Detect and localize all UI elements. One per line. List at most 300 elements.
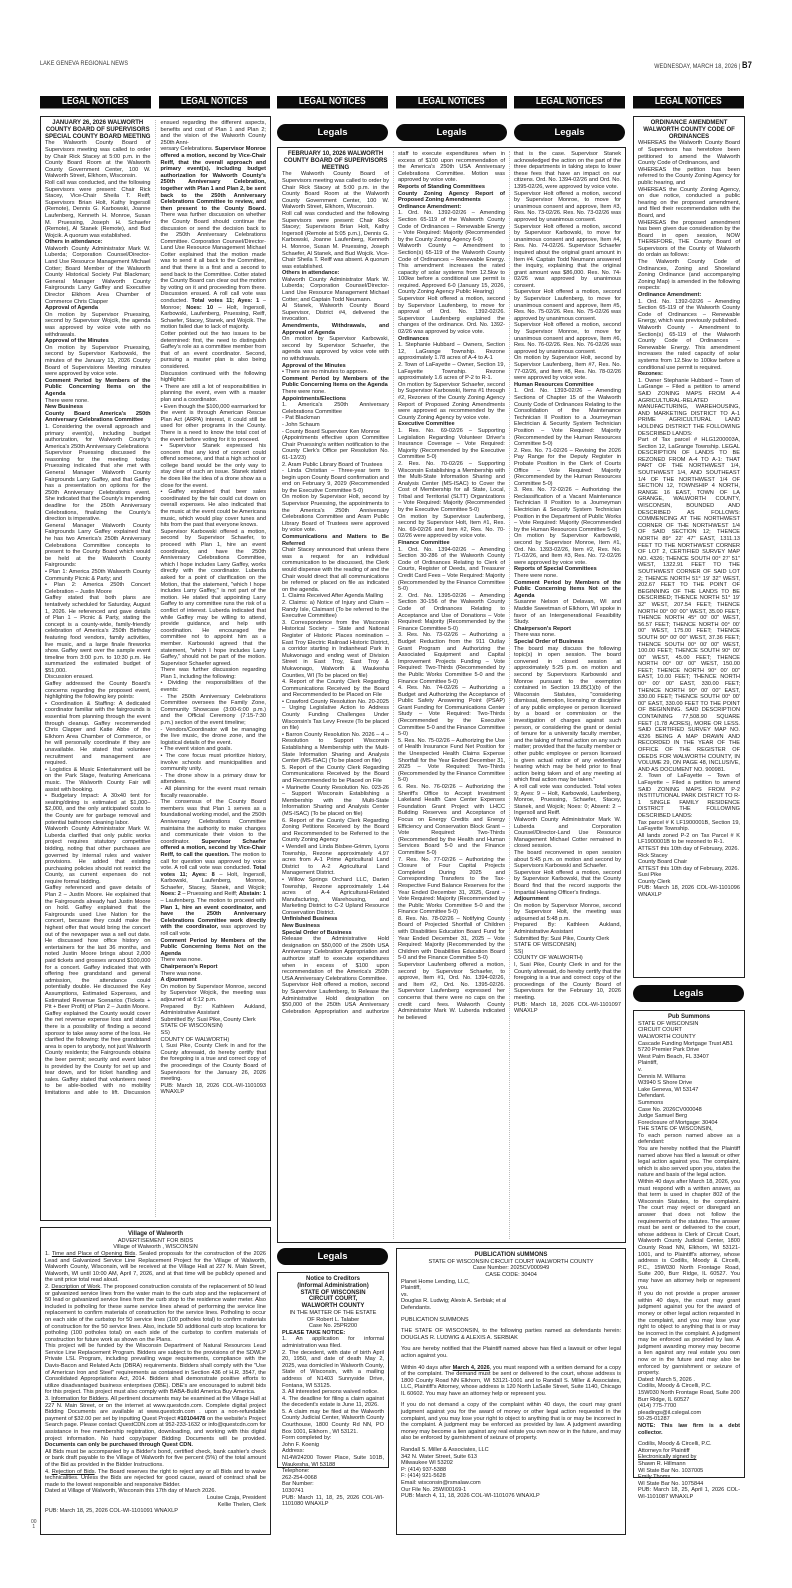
notice-paragraph: Attorneys for Plaintiff [638, 1447, 690, 1454]
text-segment: Noes: 2 [160, 891, 181, 898]
notice-paragraph: I, Susi Pike, County Clerk in and for the County aforesaid, do hereby certify that the foregoing is a true and correct copy of the proceedings of the County Board of Supervisors for the January 26, 2026 meeting. [160, 1043, 266, 1083]
text-segment: Supervisor Monroe offered a motion, second by Vice-Chair Reiff, that the overall approach and primary event(s), including budget authorization for Walworth County's 250th Anniversary Celebration, together with Plan 1 and Plan 2, be sent back to the 250th Anniversary Celebrations Committee to review, and then present to the County Board. [160, 146, 266, 212]
notice-paragraph: • There are no minutes to approve. [282, 369, 369, 376]
notice-paragraph: pleadings@il.cslegal.com [638, 1409, 702, 1416]
notice-heading: Ordinance Amendment: [398, 203, 462, 210]
notice-paragraph: - County Board Supervisor Ken Monroe [282, 428, 380, 435]
notice-paragraph: Shawn R. Hillmann [638, 1460, 686, 1467]
text-segment: The motion to call for question was approved by voice vote. A roll call vote was conducted. [160, 851, 267, 872]
notice-paragraph: Douglas R. Ludwig; Alexis A. Serbiak; et al [401, 1298, 507, 1305]
text-segment: – Pruessing and Reiff; [180, 891, 239, 898]
notice-paragraph: Supervisor Holt offered a motion, second by Supervisor Laufenberg, to move for approval of Ord. No. 1392-02/26. Supervisor Laufenberg explained the changes of the ordinance. Ord. No. 1392-02/26 was approved by voice vote. [398, 296, 505, 336]
text-segment: Time and Place of Opening Bids [51, 1250, 136, 1257]
notice-paragraph: 15W030 North Frontage Road, Suite 200 [638, 1390, 740, 1397]
text-segment: , you must respond with a written demand for a copy of the complaint. The demand must be sent or delivered to the court, whose address is 1800 County Road NN Elkhorn, WI 53121-1001 and to Randall S. Miller & Associates, LLC, Plaintiff's Attorney, whose address is 120 North LaSalle Street, Suite 1140, Chicago IL 60602. You may have an attorney help or represent you. [401, 1364, 621, 1397]
notice-paragraph: On motion by Supervisor Monroe, second by Supervisor Wojcik, the meeting was adjourned at 6:12 p.m. [160, 983, 266, 1003]
notice-title: Notice to Creditors [305, 1276, 360, 1282]
notice-subtitle: STATE OF WISCONSIN CIRCUIT COURT WALWORTH COUNTY [428, 1258, 594, 1265]
notice-paragraph: The board reconvened in open session about 5:45 p.m. on motion and second by Supervisors Karbowski and Schaefer. [514, 849, 621, 870]
text-segment: The consensus of the County Board members was that Plan 1 serves as a foundational working model, and the 250th Anniversary Celebrations Committee maintains the authority to make changes and communicate their vision to the coordinator. [160, 799, 266, 845]
notice-paragraph: County Board Chair [638, 859, 688, 866]
notice-subtitle: IN THE MATTER OF THE ESTATE [289, 1309, 377, 1316]
notice-paragraph: PUBLICATION SUMMONS [401, 1316, 469, 1323]
notice-subtitle: Case No. 25PR200 [308, 1323, 358, 1330]
notice-paragraph: Form completed by: [282, 1435, 332, 1442]
notice-paragraph: THE STATE OF WISCONSIN, to the following parties named as defendants herein: DOUGLAS R. LUDWIG & ALEXIS A. SERBIAK [401, 1328, 621, 1341]
notice-paragraph [45, 1284, 266, 1343]
notice-paragraph: Codilis, Moody & Circelli, P.C. [638, 1441, 712, 1448]
notice-paragraph: 7. Res. No. 77-02/26 – Authorizing the Closure of Four Capital Projects Completed During 2025 and Corresponding Transfers to the Tax-Respective Fund Balance Reserves for the Year Ended December 31, 2025, Grant – Vote Required: Majority (Recommended by the Public Works Committee 5-0 and the Finance Committee 5-0) [398, 856, 505, 916]
notice-paragraph: Release the Administrative Hold designation on $50,000 of the 250th USA Anniversary Celebration Appropriation and authorize staff to execute expenditures when in excess of $100 upon recommendation of the America's 250th USA Anniversary Celebrations Committee. [282, 936, 389, 982]
notice-paragraph: WI State Bar No. 1075844 [638, 1480, 704, 1487]
notice-paragraph: F: (414) 921-5628 [401, 1473, 446, 1480]
notice-paragraph: PUB: March 18, 25, April 1, 2026 COL-WI-1101087 WNAXLP [638, 1487, 740, 1500]
notice-paragraph [45, 1469, 266, 1489]
notice-paragraph: 50-25-01287 [638, 1416, 670, 1423]
legals-label: Legals [277, 1248, 388, 1265]
text-segment: – Holt, Ingersoll, Karbowski, Laufenberg, Pruessing, Reiff, Schaefer, Stacey, Stanek, and Wojcik. The motion failed due to lack of majority. [160, 304, 266, 331]
notice-paragraph: 3. Res. No. 73-02/26 – Authorizing a Budget Reduction from the 911 Outlay Grant Program and Authorizing the Associated Equipment and Capital Improvement Projects Funding – Vote Required: Two-Thirds (Recommended by the Public Works Committee 5-0 and the Finance Committee 5-0) [398, 632, 505, 685]
notice-paragraph: Prepared By: Kathleen Aukland, Administrative Assistant [514, 922, 621, 936]
signature-line: Louise Czaja, President [206, 1494, 266, 1501]
notice-heading: Reports of Standing Committees [398, 183, 486, 190]
notice-heading: New Business [45, 404, 83, 411]
notice-paragraph: Roll call was conducted, and the following Supervisors were present: Chair Rick Stacey, Vice-Chair Sheila T. Reiff; Supervisors Brian Holt, Kathy Ingersoll (Remote), Dennis G. Karbowski, Joanne Laufenberg, Kenneth H. Monroe, Susan M. Pruessing, Joseph H. Schaefer (Remote), Al Stanek (Remote), and Bud Wojcik. A quorum was established. [45, 179, 151, 239]
notice-paragraph: vs. [401, 1291, 409, 1298]
notice-paragraph: 2. Town of LaFayette – Town of LaFayette – Filed a petition to amend SAID ZONING MAPS FROM P-2 INSTITUTIONAL PARK DISTRICT TO R-1 SINGLE FAMILY RESIDENCE DISTRICT THE FOLLOWING DESCRIBED LANDS: [638, 773, 740, 819]
text-segment: – Monroe; [160, 298, 266, 311]
notice-paragraph: N14W24200 Tower Place, Suite 101B, Waukesha, WI 53188 [282, 1455, 384, 1468]
notice-paragraph: - Linda Christian – Three-year term to begin upon County Board confirmation and end on February 9, 2029 (Recommended by the Executive Committee 5-0) [282, 468, 389, 494]
notice-paragraph: Milwaukee WI 53202 [401, 1460, 453, 1467]
notice-paragraph: 1. Claims Received After Agenda Mailing [282, 593, 384, 600]
notice-paragraph: 4. Res. No. 74-02/26 – Authorizing a Budget and Authorizing the Acceptance of Public Safety Answering Point (PSAP) Grant Funding for Communications Center Study – Vote Required: Two-Thirds (Recommended by the Executive Committee 5-0 and the Finance Committee 5-0) [398, 685, 505, 738]
notice-paragraph: The board may discuss the following topic(s) in open session. The board convened in closed session at approximately 5:25 p.m. on motion and second by Supervisors Karbowski and Monroe pursuant to the exemption contained in Section 19.85(1)(b) of the Wisconsin Statutes, "considering dismissal, demotion, licensing or discipline of any public employee or person licensed by a board or commission or the investigation of charges against such person, or considering the grant or denial of tenure for a university faculty member, and the taking of formal action on any such matter; provided that the faculty member or other public employee or person licensed is given actual notice of any evidentiary hearing which may be held prior to final action being taken and of any meeting at which final action may be taken." [514, 645, 621, 784]
notice-paragraph: • The event vision and goals. [160, 746, 233, 753]
notice-paragraph: Al Stanek, Walworth County Board Supervisor, District #4, delivered the invocation. [282, 303, 389, 323]
notice-paragraph: All Bids must be accompanied by a Bidder's bond, certified check, bank cashier's check or bank draft payable to the Village of Walworth for five percent (5%) of the total amount of the Bid as provided in the Bidder Instructions. [45, 1448, 266, 1468]
notice-paragraph: Supervisor Holt offered a motion, second by Supervisor Monroe, to move for unanimous consent and approve, Item #3, Res. No. 73-02/26. Res. No. 73-02/26 was approved by unanimous consent. [514, 190, 621, 223]
notice-paragraph: Case No. 2026CV000048 [638, 1106, 702, 1113]
notice-paragraph: SS) [514, 948, 524, 955]
notice-heading: County Board America's 250th Anniversary Celebrations Committee [45, 410, 151, 424]
notice-paragraph: 6. Report of the County Clerk Regarding Zoning Petitions Received by the Board and Recommended to be Referred to the County Zoning Agency [282, 817, 389, 844]
notice-paragraph: 1030741 [282, 1488, 304, 1495]
notice-paragraph: Discussion ensued. [45, 674, 94, 681]
notice-paragraph: Summons [638, 1099, 664, 1106]
notice-paragraph: 2. Claims: a) Notice of Injury and Claim – Randy Isle, Claimant (To be referred to the Executive Committee) [282, 599, 389, 620]
notice-title: PUBLICATION sUMMONS [474, 1252, 548, 1258]
section-header-legal-notices: LEGAL NOTICES [40, 96, 151, 108]
notice-paragraph: ATTEST this 10th day of February, 2026. [638, 865, 740, 872]
notice-paragraph: Supervisor Holt offered a motion, second by Supervisor Karbowski, to move for unanimous consent and approve, Item #4, Res. No. 74-02/26. Supervisor Schaefer inquired about the original grant amount in Item #4. Captain Todd Neumann answered the inquiry, explaining that the original grant amount was $86,000. Res. No. 74-02/26 was approved by unanimous consent. [514, 223, 621, 289]
text-segment: . The proposed construction consists of the replacement of 50 lead or galvanized service lines from the water main to the curb stop and the replacement of 50 lead or galvanized service lines from the curb stop to the residence water meter. Also included is potholing for these same service lines ahead of performing the service line replacement to confirm materials of construction for the service lines. Potholing to occur on each side of the curbstop for 50 service lines (100 potholes total) to confirm materials of construction for the 50 service lines. Also, include 50 additional curb stop locations for potholing (100 potholes total) on each side of the curbstop to confirm materials of construction for future work as shown on the Plans. [45, 1283, 267, 1343]
notice-paragraph: To each person named above as a defendant: [638, 1132, 740, 1146]
notice-heading: Chairperson's Report [514, 625, 571, 632]
notice-paragraph: 4. The deadline for filing a claim against the decedent's estate is June 11, 2026. [282, 1395, 384, 1409]
section-header-legal-notices: LEGAL NOTICES [514, 96, 625, 108]
section-header-legal-notices: LEGAL NOTICES [159, 96, 270, 108]
notice-paragraph: COUNTY OF WALWORTH) [514, 955, 583, 962]
notice-paragraph: Gaffey referenced and gave details of Plan 2 – Justin Moore. He explained that the Fairgrounds already had Justin Moore on hold. Gaffey explained that the Fairgrounds used Live Nation for the concert, because they could make the highest offer that would bring the concert out of the newspaper was a sell out date. He discussed how office history on entertainers for the last 36 months, and noted Justin Moore brings about 2,000 paid tickets and grosses around $100,000 for a concert. Gaffey indicated that with offering free grandstand and general admission, the attendance could potentially double. He discussed the Key Assumptions, Estimated Expenses, and Estimated Revenue Scenarios (Tickets + Pit + Beer Profit) of Plan 2 – Justin Moore. [45, 885, 151, 1011]
notice-paragraph: 1. Ord. No. 1393-02/26 – Amending Sections of Chapter 15 of the Walworth County Code of Ordinances Relating to the Consolidation of the Maintenance Technician II Position to a Journeyman Electrician & Security System Technician Position – Vote Required: Majority (Recommended by the Human Resources Committee 5-0) [514, 388, 621, 448]
notice-paragraph: PUB: March 11, 18, 25, 2026 COL-WI-1101080 WNAXLP [282, 1494, 384, 1508]
notice-paragraph: PUB: March 4, 11, 18, 2026 COL-WI-1101076 WNAXLP [401, 1493, 540, 1500]
notice-paragraph: ATTEST this 10th day of February, 2026. [638, 845, 740, 852]
notice-paragraph: 1. Considering the overall approach and primary event(s), including budget authorization, for Walworth County's America's 250th Anniversary Celebrations [45, 423, 151, 450]
notice-to-creditors [277, 1272, 389, 1508]
notice-paragraph: v. [638, 1066, 642, 1073]
notice-paragraph: Email: wisconsin@rsmalaw.com [401, 1480, 481, 1487]
notice-heading: Approval of Agenda [45, 305, 98, 312]
notice-paragraph: Dated at Village of Walworth, Wisconsin this 17th day of March 2026. [45, 1488, 217, 1495]
legals-label: Legals [396, 124, 507, 141]
notice-paragraph: There were none. [45, 397, 89, 404]
notice-paragraph: PUB: March 18, 2026 COL-WI-1101093 WNAXLP [160, 1082, 266, 1096]
notice-paragraph: General Manager Walworth County Fairgrounds Larry Gaffey explained that he has two America's 250th Anniversary Celebrations Committee concepts to present to the County Board which would be held at the Walworth County Fairgrounds: [45, 522, 151, 569]
notice-paragraph: Codilis, Moody & Circelli, P.C. [638, 1383, 712, 1390]
notice-paragraph: • Plan 2: America 250th Concert Celebration – Justin Moore [45, 582, 151, 595]
notice-paragraph: - All planning for the event must remain fiscally reasonable. [160, 785, 266, 799]
notice-paragraph [45, 1396, 266, 1449]
notice-paragraph: • Gaffey explained that beer sales coordinated by the fair could cut down on overall expenses. He also indicated that the music at the event could be Americana music, which would play cover tunes and hits from the past that everyone knows. [160, 489, 266, 529]
notice-paragraph: Rick Stacey [638, 852, 668, 859]
notice-paragraph: - The 250th Anniversary Celebrations Committee oversees the Family Zone, Community Showcase (3:00-6:00 p.m.) and the Official Ceremony (7:15-7:30 p.m.) section of the event timeline; [160, 693, 266, 727]
notice-paragraph: Tax parcel # K LF1900001B, Section 19, LaFayette Township. [638, 819, 740, 833]
notice-paragraph: 2. Res. No. 70-02/26 – Supporting Wisconsin Establishing a Membership with the Multi-State Information Sharing and Analysis Center (MS-ISAC) to Cover the Cost of Membership for all State, Local, Tribal and Territorial (SLTT) Organizations – Vote Required: Majority (Recommended by the Executive Committee 5-0) [398, 460, 505, 514]
masthead-date: WEDNESDAY, MARCH 18, 2026 [654, 63, 738, 70]
text-segment: Within 40 days after [401, 1364, 453, 1371]
notice-paragraph: 1. Owner Stephanie Hubbard – Town of LaGrange – Filed a petition to amend SAID ZONING MAPS FROM A-4 AGRICULTURAL-RELATED MANUFACTURING, WAREHOUSING, AND MARKETING DISTRICT TO A-1 PRIME AGRICULTURAL LAND HOLDING DISTRICT THE FOLLOWING DESCRIBED LANDS: [638, 377, 740, 437]
notice-paragraph: 3. Res. No. 72-02/26 – Authorizing the Reclassification of a Vacant Maintenance Technician II Position to a Journeyman Electrician & Security System Technician Position in the Department of Public Works – Vote Required: Majority (Recommended by the Human Resources Committee 5-0) [514, 487, 621, 533]
notice-title: ORDINANCE AMENDMENT [650, 120, 728, 126]
notice-paragraph: 5. Res. No. 75-02/26 – Authorizing the Use of Health Insurance Fund Net Position for the Unexpected Health Claims Expense Shortfall for the Year Ended December 31, 2025 – Vote Required: Two-Thirds (Recommended by the Finance Committee 5-0) [398, 737, 505, 784]
notice-heading: Unfinished Business [282, 916, 338, 923]
notice-paragraph: The Walworth County Board of Supervisors meeting was called to order by Chair Rick Stacey at 5:00 p.m. in the County Board Room at the Walworth County Government Center, 100 W. Walworth Street, Elkhorn, Wisconsin. [45, 140, 151, 180]
notice-paragraph: The Walworth County Board of Supervisors meeting was called to order by Chair Rick Stacey at 5:00 p.m. in the County Board Room at the Walworth County Government Center, 100 W. Walworth Street, Elkhorn, Wisconsin. [282, 171, 389, 211]
notice-paragraph: WHEREAS the proposed amendment has been given due consideration by the Board in open session, NOW THEREFORE, THE County Board of Supervisors of the County of Walworth do ordain as follows: [638, 219, 740, 259]
notice-paragraph: Telephone: [282, 1468, 310, 1475]
text-segment: Total votes 11; Ayes: 1 [191, 298, 260, 305]
section-header-legal-notices: LEGAL NOTICES [277, 96, 388, 108]
notice-paragraph: On motion by Supervisor Monroe, second by Supervisor Holt, the meeting was adjourned at 5:48 p.m. [514, 902, 621, 922]
notice-paragraph: Walworth County – Amendment to Section(s) 65-119 of the Walworth County Code of Ordinances – Renewable Energy. This amendment increases the rated capacity of solar systems from 12.5kw to 100kw before a conditional use permit is required. Approved 6-0 (January 15, 2026, County Zoning Agency Public Hearing) [398, 243, 505, 296]
notice-heading: Finance Committee [398, 540, 450, 547]
notice-paragraph: A roll call vote was conducted. Total votes 9; Ayes: 9 – Holt, Karbowski, Laufenberg, Monroe, Pruessing, Schaefer, Stacey, Stanek, and Wojcik; Noes: 0; Absent: 2 – Ingersoll and Reiff. [514, 784, 621, 817]
notice-heading: Reports of Special Committees [514, 566, 597, 573]
notice-heading: NOTE: This law firm is a debt collector. [638, 1423, 740, 1436]
notice-heading: Executive Committee [398, 421, 455, 428]
notice-paragraph: Within 40 days after March 18, 2026, you must respond with a written answer, as that term is used in chapter 802 of the Wisconsin Statutes, to the complaint. The court may reject or disregard an answer that does not follow the requirements of the statutes. The answer must be sent or delivered to the court, whose address is Clerk of Circuit Court, Walworth County Judicial Center, 1800 County Road NN, Elkhorn, WI 53121-1001, and to Plaintiff's attorney, whose address is Codilis, Moody & Circelli, P.C., 15W030 North Frontage Road, Suite 200, Burr Ridge, IL 60527. You may have an attorney help or represent you. [638, 1179, 740, 1291]
notice-paragraph: - Pat Blackman [282, 415, 320, 422]
text-segment: – Laufenberg. The motion to proceed with [160, 898, 266, 905]
notice-paragraph: • Even though the $100,000 earmarked for the event is through American Rescue Plan Act (ARPA) interest, it could still be used for other programs in the County. There is a need to know the total cost of the event before voting for it to proceed. [160, 403, 267, 443]
notice-paragraph: On motion by Supervisor Holt, second by Supervisor Laufenberg, Item #7, Res. No. 77-02/26, and Item #8, Res. No. 78-02/26 were approved by voice vote. [514, 355, 621, 382]
notice-paragraph: WALWORTH COUNTY [638, 1033, 696, 1040]
notice-paragraph: Emily Thoms [638, 1474, 671, 1481]
notice-subtitle: Village of Walworth , WISCONSIN [113, 1244, 198, 1251]
text-segment: on the website's Project Search page. Please contact QuestCDN.com at 952-233-1632 or info@questcdn.com for assistance in free membership registration, downloading, and working with this digital project information. No hard copy/paper Bidding Documents will be provided. [45, 1415, 266, 1442]
text-segment: Rejection of Bids [51, 1468, 95, 1475]
notice-paragraph: On motion by Supervisor Karbowski, second by Supervisor Schaefer, the agenda was approved by voice vote with no withdrawals. [282, 336, 389, 363]
notice-heading: Rezones: [638, 371, 663, 378]
notice-paragraph: Foreclosure of Mortgage: 30404 [638, 1119, 718, 1126]
notice-paragraph: (414) 775-7700 [638, 1403, 677, 1410]
legals-label: Legals [277, 124, 388, 141]
notice-paragraph: • Logistics & Music Entertainment will be on the Park Stage, featuring Americana music. The Walworth County Fair will assist with booking. [45, 766, 151, 793]
notice-paragraph: Defendant. [638, 1093, 666, 1100]
notice-paragraph: • Dividing the responsibilities of the events: [160, 680, 266, 694]
notice-paragraph: On motion by Supervisor Schaefer, second by Supervisor Karbowski, Items #1 through #2, Rezones of the County Zoning Agency Report of Proposed Zoning Amendments were approved as recommended by the County Zoning Agency by voice vote. [398, 381, 505, 421]
notice-paragraph: • Barron County Resolution No. 2026 – 4 – Resolution to Support Wisconsin Establishing a Membership with the Multi-State Information Sharing and Analysis Center (MS-ISAC) (To be placed on file) [282, 731, 389, 765]
notice-title: WALWORTH COUNTY [301, 1303, 365, 1310]
notice-paragraph: STATE OF WISCONSIN) [160, 1023, 223, 1030]
notice-paragraph: 2. The decedent, with date of birth April 20, 1950, and date of death May 2, 2025, was domiciled in Walworth County, State of Wisconsin, with a mailing address of N1403 Sunnyside Drive, Fontana, WI 53125. [282, 1349, 384, 1389]
masthead-separator: | [738, 63, 741, 70]
notice-paragraph: • Budgetary Impact: A 30x40 tent for seating/dining is estimated at $1,000–$2,000, and the only anticipated costs to the County are for garbage removal and potential bathroom cleaning labor. [45, 793, 151, 826]
notice-paragraph: There was none. [160, 957, 203, 964]
text-segment: . The Board reserves the right to reject any or all Bids and to waive technicalities. Unless the Bids are rejected for good cause, award of contract shall be made to the lowest responsible and responsive Bidder. [45, 1468, 266, 1488]
text-segment: versary Celebrations. [160, 146, 215, 153]
notice-paragraph: 1. Res. No. 69-02/26 – Supporting Legislation Regarding Volunteer Driver's Insurance Coverage – Vote Required: Majority (Recommended by the Executive Committee 5-0) [398, 427, 505, 461]
notice-paragraph: 3. Correspondence from the Wisconsin Historical Society – State and National Register of Historic Places nomination – East Troy Electric Railroad Historic District, a corridor starting in Indianhead Park in Mukwonago and ending west of Division Street in East Troy, East Troy & Mukwonago, Walworth & Waukesha Counties, WI (To be placed on file) [282, 619, 389, 679]
notice-paragraph: You are hereby notified that the Plaintiff named above has filed a lawsuit or other legal action against you. [401, 1346, 621, 1359]
notice-heading: Comment Period by Members of the Public Concerning Items Not on the Agenda [160, 937, 266, 957]
notice-heading: Ordinance Amendment: [638, 292, 702, 299]
notice-paragraph: Roll call was conducted and the following Supervisors were present: Chair Rick Stacey; Supervisors Brian Holt, Kathy Ingersoll (Remote at 5:05 p.m.), Dennis G. Karbowski, Joanne Laufenberg, Kenneth H. Monroe, Susan M. Pruessing, Joseph Schaefer, Al Stanek, and Bud Wojcik. Vice-Chair Sheila T. Reiff was absent. A quorum was established. [282, 210, 389, 270]
notice-paragraph: 8. Res. No. 78-02/26 – Notifying County Board of Projected Shortfall of Children with Disabilities Education Board Fund for Year Ended December 31, 2025 – Vote Required: Majority (Recommended by the Children with Disabilities Education Board 5-0 and the Finance Committee 5-0) [398, 915, 505, 962]
text-segment: was approved by roll call vote. [160, 924, 266, 938]
notice-paragraph: 2. Town of LaFayette – Owner, Section 19, LaFayette Township. Rezone approximately 1.6 acres of P-2 to R-1. [398, 362, 505, 382]
notice-paragraph: COUNTY OF WALWORTH) [160, 1036, 230, 1043]
notice-heading: Chairperson's Report [160, 964, 218, 970]
notice-paragraph: Randall S. Miller & Associates, LLC [401, 1447, 489, 1454]
notice-paragraph: Susi Pike [638, 872, 662, 879]
text-segment: – Holt, Ingersoll, Karbowski, Laufenberg, Monroe, Schaefer, Stacey, Stanek, and Wojcik; [160, 871, 266, 891]
text-segment: There was further discussion on whether the County Board should continue the discussion or send the decision back to the 250th Anniversary Celebrations Committee. Corporation Counsel/Director-Land Use Resource Management Michael Cotter explained that the motion made was to send it all back to the Committee, and that there is a first and a second to send back to the Committee. Cotter stated the County Board can clear out the motion by voting on it and proceeding from there. Discussion ensued. A roll call vote was conducted. [160, 212, 266, 305]
notice-heading: New Business [282, 923, 320, 930]
notice-paragraph [401, 1365, 621, 1398]
notice-paragraph: John F. Koenig [282, 1441, 320, 1448]
notice-paragraph: Prepared By: Kathleen Aukland, Administrative Assistant [160, 1003, 266, 1017]
text-segment: Documents can only be purchased through Quest CDN. [45, 1442, 193, 1449]
notice-paragraph: WHEREAS the Walworth County Board of Supervisors has heretofore been petitioned to amend the Walworth County Code of Ordinances, and [638, 140, 740, 167]
notice-heading: Approval of the Minutes [45, 338, 109, 345]
notice-paragraph: Our File No. 25WI00169-1 [401, 1486, 467, 1493]
notice-paragraph: The Walworth County Code of Ordinances, Zoning and Shoreland Zoning Ordinance (and accompanying Zoning Map) is amended in the following respects: [638, 259, 740, 292]
notice-paragraph: THE STATE OF WISCONSIN, [638, 1126, 713, 1133]
notice-paragraph [161, 146, 267, 331]
notice-paragraph: Dated: March 5, 2026 . [638, 1376, 695, 1383]
notice-heading: County Zoning Agency Report of Proposed Zoning Amendments [398, 190, 505, 204]
notice-paragraph: Plaintiff, [638, 1060, 658, 1067]
section-header-legal-notices: LEGAL NOTICES [396, 96, 507, 108]
notice-subtitle: ADVERTISEMENT FOR BIDS [117, 1237, 194, 1244]
text-segment: . Sealed proposals for the construction of the 2026 Lead and Galvanized Service Line Replacement Project for the Village of Walworth, Walworth County, Wisconsin, will be received at the Village Hall at 227 N. Main Street, Walworth, WI until 10:00 AM, April 7, 2026, and at that time will be publicly opened and the unit price total read aloud. [45, 1250, 266, 1284]
notice-title: CIRCUIT COURT, [308, 1296, 358, 1303]
legals-label: Legals [633, 985, 744, 1002]
notice-paragraph: 1. Stephanie Hubbard – Owners, Section 12, LaGrange Township. Rezone approximately 1.78 acres of A-4 to A-1 [398, 342, 505, 362]
notice-subtitle: OF Robert L. Talaber [306, 1316, 360, 1323]
notice-paragraph: PUB: March 18, 25, 2026 COL-WI-1101091 WNAXLP [45, 1508, 178, 1515]
notice-heading: Comment Period by Members of the Public Concerning Items on the Agenda [282, 375, 389, 389]
notice-paragraph: Bar Number: [282, 1481, 314, 1488]
notice-paragraph: Burr Ridge, IL 60527 [638, 1396, 690, 1403]
notice-paragraph: 4. Report of the County Clerk Regarding Communications Received by the Board and Recommended to be Placed on File [282, 679, 389, 699]
notice-paragraph: WHEREAS the County Zoning Agency, on due notice, conducted a public hearing on the proposed amendment, and filed their recommendation with the Board, and [638, 186, 740, 219]
notice-paragraph: WHEREAS the petition has been referred to the County Zoning Agency for public hearing, and [638, 166, 740, 186]
notice-paragraph: • Plan 1: America 250th Walworth County Community Picnic & Party; and [45, 568, 151, 582]
notice-paragraph: Walworth County Administrator Mark W. Luberda; Corporation Counsel/Director-Land Use Resource Management Michael Cotter; and Captain Todd Neumann. [282, 276, 389, 303]
masthead-date-page [654, 60, 752, 70]
notice-paragraph: There were none. [514, 573, 558, 579]
notice-heading: Approval of the Minutes [282, 362, 346, 369]
notice-paragraph: Supervisor Holt offered a motion, second by Supervisor Laufenberg, to move for unanimous consent and approve, Item #5, Res. No. 75-02/26. Res. No. 75-02/26 was approved by unanimous consent. [514, 289, 621, 322]
notice-paragraph: 2. Res. No. 71-02/26 – Revising the 2026 Pay Range for the Deputy Register in Probate Position in the Clerk of Courts Office – Vote Required: Majority (Recommended by the Human Resources Committee 5-0) [514, 447, 621, 487]
text-segment: Information for Bidders [51, 1396, 108, 1403]
notice-paragraph: - The drone show is a primary draw for attendees. [160, 772, 266, 786]
notice-paragraph: CIRCUIT COURT [638, 1027, 682, 1034]
notice-paragraph: STATE OF WISCONSIN [638, 1020, 699, 1027]
notice-paragraph [45, 1251, 266, 1284]
text-segment: 1. [45, 1250, 52, 1257]
notice-title: FEBRUARY 10, 2026 WALWORTH COUNTY BOARD OF SUPERVISORS MEETING [283, 151, 388, 171]
notice-paragraph: 342 N. Water Street, Suite 613 [401, 1453, 477, 1460]
notice-paragraph: West Palm Beach, FL 33407 [638, 1053, 709, 1060]
notice-paragraph: WI State Bar No. 1037005 [638, 1467, 704, 1474]
notice-paragraph: 1. Ord. No. 1392-02/26 – Amending Section 65-119 of the Walworth County Code of Ordinances – Renewable Energy, which was previously published. [638, 298, 740, 325]
notice-paragraph: 1. America's 250th Anniversary Celebrations Committee [282, 402, 389, 415]
notice-paragraph: Supervisor Pruessing discussed the reasoning for the meeting today. Pruessing indicated that she met with General Manager Walworth County Fairgrounds Larry Gaffey, and that Gaffey has a presentation on options for the 250th Anniversary Celebrations event. She indicated that the County's impending deadline for the 250th Anniversary Celebrations, finalizing the County's direction is imperative. [45, 450, 151, 523]
notice-publication-summons [396, 1248, 626, 1535]
notice-paragraph: Dennis M. Williams [638, 1073, 686, 1080]
notice-heading: A djournment [160, 977, 197, 984]
notice-heading: PLEASE TAKE NOTICE: [282, 1329, 346, 1336]
notice-paragraph: SS) [160, 1029, 170, 1036]
notice-title: Village of Walworth [127, 1231, 183, 1237]
notice-title: WALWORTH COUNTY CODE OF ORDINANCES [643, 126, 735, 140]
notice-paragraph: This project will be funded by the Wisconsin Department of Natural Resources Lead Service Line Replacement Program. Bidders are subject to the provisions of the SDWLP Private LSL Program, including prevailing wage requirements, compliance with the Davis-Bacon and Related Acts (DBRA) requirements. Bidders shall comply with the "Use of American Iron and Steel" requirements as contained in Section 436 of H.R. 3547, the Consolidated Appropriations Act, 2014. Bidders shall demonstrate positive efforts to utilize disadvantaged business enterprises (DBE). DBE's are encouraged to submit bids for this project. This project must also comply with BABA-Build America Buy America. [45, 1343, 266, 1396]
notice-village-bids [40, 1227, 271, 1535]
text-segment: Abstain: 1 [238, 891, 266, 898]
notice-ordinance-amendment [633, 116, 745, 978]
notice-paragraph: • There are still a lot of responsibilities in planning the event, even with a master plan and a coordinator. [160, 383, 266, 403]
notice-paragraph: Supervisor Holt offered a motion, second by Supervisor Monroe, to move for unanimous consent and approve, Item #6, Res. No. 76-02/26. Res. No. 76-02/26 was approved by unanimous consent. [514, 322, 621, 355]
notice-paragraph: County Clerk [638, 878, 671, 885]
notice-paragraph: 3. All interested persons waived notice. [282, 1389, 379, 1396]
notice-paragraph: On motion by Supervisor Pruessing, second by Supervisor Karbowski, the minutes of the January 13, 2026 County Board of Supervisions Meeting minutes were approved by voice vote. [45, 344, 151, 378]
notice-paragraph: 2. Ord. No. 1395-02/26 – Amending Section 30-156 of the Walworth County Code of Ordinances Relating to Acceptance and Use of Donations – Vote Required: Majority (Recommended by the Finance Committee 5-0) [398, 592, 505, 632]
notice-paragraph: Plaintiff, [401, 1285, 421, 1292]
notice-paragraph: 262-254-0068 [282, 1474, 317, 1481]
notice-paragraph: Gaffey addressed the County Board's concerns regarding the proposed event, highlighting the following key points: [45, 681, 151, 701]
notice-paragraph: There was none. [160, 970, 203, 977]
notice-paragraph: Walworth County Administrator Mark W. Luberda and Corporation Counsel/Director-Land Use Resource Management Michael Cotter remained in closed session. [514, 816, 621, 850]
notice-heading: Human Resources Committee [514, 381, 594, 388]
section-header-legal-notices: LEGAL NOTICES [633, 96, 744, 108]
notice-paragraph: that is the case. Supervisor Stanek acknowledged the action on the part of the three departments in taking steps to lower these fees that have an impact on our citizens. Ord. No. 1394-02/26 and Ord. No. 1395-02/26, were approved by voice vote. [514, 151, 621, 190]
notice-heading: Ordinances [398, 335, 429, 342]
notice-paragraph: P: (414) 937-5388 [401, 1466, 447, 1473]
notice-paragraph: • Willow Springs Orchard LLC, Darien Township, Rezone approximately 1.44 acres of A-4 Agricultural-Related Manufacturing, Warehousing, and Marketing District to C-2 Upland Resource Conservation District. [282, 876, 389, 916]
notice-paragraph: 5720 Premier Park Drive [638, 1047, 700, 1054]
notice-paragraph: 5. Report of the County Clerk Regarding Communications Received by the Board and Recommended to be Placed on File [282, 764, 389, 785]
text-segment: Plan 1, hire an event coordinator, and have the 250th Anniversary Celebrations Committee work directly with the coordinator, [160, 904, 266, 931]
notice-paragraph: Planet Home Lending, LLC, [401, 1278, 470, 1285]
notice-paragraph: Judge Samuel Berg [638, 1113, 688, 1120]
notice-paragraph: • The core focus must prioritize history, involve schools and municipalities and community unity. [160, 753, 266, 773]
folio-mark: 00 1 [31, 1519, 37, 1530]
notice-paragraph: If you do not demand a copy of the complaint within 40 days, the court may grant judgment against you for the award of money or other legal action requested in the complaint, and you may lose your right to object to anything that is or may be incorrect in the complaint. A judgment may be enforced as provided by law. A judgment awarding money may become a lien against any real estate you own now or in the future, and may also be enforced by garnishment of seizure of property. [401, 1402, 621, 1442]
text-segment: Supervisor Schaefer offered a motion, second by Vice-Chair Reiff, to call the question. [160, 838, 266, 858]
notice-paragraph: Walworth County Administrator Mark W. Luberda; Corporation Counsel/Director-Land Use Resource Management Michael Cotter; Board Member of the Walworth County Historical Society Pat Blackman; General Manager Walworth County Fairgrounds Larry Gaffey and Executive Director Elkhorn Area Chamber of Commerce Chris Clapper [45, 245, 151, 305]
notice-paragraph: 1. An application for informal administration was filed. [282, 1336, 384, 1349]
text-segment: Noes: 10 [186, 304, 214, 311]
text-segment: March 4, 2026 [452, 1364, 490, 1371]
notice-paragraph: Address: [282, 1448, 305, 1455]
notice-paragraph: On motion by Supervisor Laufenberg, second by Supervisor Holt, Item #1, Res. No. 69-02/26 and Item #2, Res. No. 70-02/26 were approved by voice vote. [398, 513, 505, 540]
notice-paragraph: 6. Res. No. 76-02/26 – Authorizing the Sheriff's Office to Accept Investment Lakeland Health Care Center Expenses Foundation Grant Project with LHCC Building Reserves and Acceptance of Focus on Energy Credits and Energy Efficiency and Conservation Block Grant – Vote Required: Two-Thirds (Recommended by the Health and Human Services Board 5-0 and the Finance Committee 5-0) [398, 784, 505, 856]
text-segment: Description of Work [51, 1283, 101, 1290]
notice-title: JANUARY 26, 2026 WALWORTH COUNTY BOARD OF SUPERVISORS SPECIAL COUNTY BOARD MEETING [45, 120, 151, 140]
text-segment: #10104478 [177, 1415, 206, 1422]
notice-paragraph: Susanne Nelson of Delavan, WI and Maddie Sweetman of Elkhorn, WI spoke in favor of an Intergenerational Feasibility Study. [514, 599, 621, 626]
notice-paragraph: Chair Stacey announced that unless there was a request for an individual communication to be discussed, the Clerk would dispense with the reading of and the Chair would direct that all communications be referred or placed on file as indicated on the agenda. [282, 547, 389, 593]
notice-paragraph: PUB: March 18, 2026 COL-WI-1101096 WNAXLP [638, 885, 740, 899]
notice-pub-summons [633, 1010, 745, 1500]
notice-paragraph: • Coordination & Staffing: A dedicated coordinator familiar with the fairgrounds is essential from planning through the event through cleanup. Gaffey recommended Chris Clapper and Katie Abbe of the Elkhorn Area Chamber of Commerce, or he will personally coordinate if they are unavailable. He stated that volunteer recruitment and management are required. [45, 700, 151, 767]
notice-paragraph: Supervisor Karbowski offered a motion, second by Supervisor Schaefer, to proceed with Plan 1, hire an event coordinator, and have the 250th Anniversary Celebrations Committee, which I hope includes Larry Gaffey, works directly with the coordinator. Luberda asked for a point of clarification on the Motion, that the statement, "which I hope includes Larry Gaffey," is not part of the motion. He stated that appointing Larry Gaffey to any committee runs the risk of a conflict of interest. Luberda indicated that while Gaffey may be willing to attend, provide guidance, and help with coordination. He encouraged the committee not to appoint him as a member. Karbowski agreed that the statement, "which I hope includes Larry Gaffey," should not be part of the motion. Supervisor Schaefer agreed. [160, 528, 266, 667]
notice-paragraph: 1. Ord. No. 1392-02/26 – Amending Section 65-119 of the Walworth County Code of Ordinances – Renewable Energy – Vote Required: Majority (Recommended by the County Zoning Agency 6-0) [398, 210, 505, 243]
notice-paragraph: Submitted By: Susi Pike, County Clerk [514, 935, 610, 942]
notice-paragraph: Part of Tax parcel # HLG1200003A, Section 12, LaGrange Township. LEGAL DESCRIPTION OF LANDS TO BE REZONED FROM A-4 TO A-1: THAT PART OF THE NORTHWEST 1/4, SOUTHWEST 1/4, AND SOUTHEAST 1/4 OF THE NORTHWEST 1/4 OF SECTION 12, TOWNSHIP 4 NORTH, RANGE 16 EAST, TOWN OF LA GRANGE, WALWORTH COUNTY, WISCONSIN, BOUNDED AND DESCRIBED AS FOLLOWS: COMMENCING AT THE NORTHWEST CORNER OF THE NORTHWEST 1/4 OF SAID SECTION 12; THENCE NORTH 89° 22' 47" EAST, 1311.13 FEET TO THE NORTHWEST CORNER OF LOT 2, CERTIFIED SURVEY MAP NO. 4326; THENCE SOUTH 00° 27' 51" WEST, 1322.91 FEET TO THE SOUTHWEST CORNER OF SAID LOT 2; THENCE NORTH 51° 19' 32" WEST, 202.67 FEET TO THE POINT OF BEGINNING OF THE LANDS TO BE DESCRIBED; THENCE NORTH 51° 19' 32" WEST, 207.54 FEET; THENCE NORTH 00° 00' 00" WEST, 35.00 FEET; THENCE NORTH 45° 00' 00" WEST, 56.57 FEET; THENCE NORTH 00° 00' 00" WEST, 175.00 FEET; THENCE SOUTH 90° 00' 00" WEST, 37.36 FEET; THENCE SOUTH 00° 00' 00" WEST, 100.00 FEET; THENCE SOUTH 90° 00' 00" WEST, 45.00 FEET; THENCE NORTH 00° 00' 00" WEST, 150.00 FEET; THENCE NORTH 90° 00' 00" EAST, 10.00 FEET; THENCE NORTH 00° 00' 00" EAST, 330.00 FEET; THENCE NORTH 90° 00' 00" EAST, 330.00 FEET; THENCE SOUTH 00° 00' 00" EAST, 330.00 FEET TO THE POINT OF BEGINNING. SAID DESCRIPTION CONTAINING 77,508.90 SQUARE FEET (1.78 ACRES), MORE OR LESS. SAID CERTIFIED SURVEY MAP NO. 4326 BEING A MAP DRAWN AND RECORDED IN THE YEAR OF THE OFFICE OF THE REGISTER OF DEEDS FOR WALWORTH COUNTY, IN VOLUME 29, ON PAGE 48, INCLUSIVE, AND AS DOCUMENT NO. 900981. [638, 437, 740, 773]
notice-paragraph: Gaffey stated that both plans are tentatively scheduled for Saturday, August 1, 2026. He referenced and gave details of Plan 1 – Picnic & Party, stating the concept is a county-wide, family-friendly celebration of America's 250th Birthday featuring food vendors, family activities, live music, and a large finale fireworks show. Gaffey went over the sample event timeline from 3:00 p.m. to 10:30 p.m. He summarized the estimated budget of $51,000. [45, 595, 151, 674]
notice-paragraph: 1. Ord. No. 1394-02/26 – Amending Section 30-286 of the Walworth County Code of Ordinances Relating to Clerk of Courts, Register of Deeds, and Treasurer Credit Card Fees – Vote Required: Majority (Recommended by the Finance Committee 5-0) [398, 546, 505, 593]
notice-line: Electronically signed by [638, 1454, 697, 1461]
notice-paragraph: There was further discussion regarding Plan 1, including the following: [160, 667, 266, 680]
notice-paragraph: 5. A claim may be filed at the Walworth County Judicial Center, Walworth County Courthouse, 1800 County Rd NN, PO Box 1001, Elkhorn , WI 53121. [282, 1408, 384, 1435]
notice-paragraph: If you do not provide a proper answer within 40 days, the court may grant judgment against you for the award of money or other legal action requested in the complaint, and you may lose your right to object to anything that is or may be incorrect in the complaint. A judgment may be enforced as provided by law. A judgment awarding money may become a lien against any real estate you own now or in the future and may also be enforced by garnishment or seizure of property. [638, 1291, 740, 1377]
text-segment: 2. [45, 1283, 52, 1290]
notice-paragraph: • Supervisor Stanek expressed his concern that any kind of concert could offend someone, and that a high school or college band would be the only way to stay clear of such an issue. Stanek stated he does like the idea of a drone show as a close for the event. [160, 443, 266, 489]
notice-heading: Others in attendance: [45, 239, 103, 246]
notice-paragraph: You are hereby notified that the Plaintiff named above has filed a lawsuit or other legal action against you. The complaint, which is also served upon you, states the nature and basis of the legal action. [638, 1146, 740, 1179]
notice-paragraph: On motion by Supervisor Pruessing, second by Supervisor Wojcik, the agenda was approved by voice vote with no withdrawals. [45, 311, 151, 338]
text-segment: 3. [45, 1396, 52, 1403]
legals-label: Legals [514, 124, 625, 141]
notice-heading: Adjournment [514, 896, 549, 903]
notice-paragraph: On motion by Supervisor Karbowski, second by Supervisor Monroe, Item #1, Ord. No. 1393-02/26, Item #2, Res. No. 71-02/26, and Item #3, Res. No. 72-02/26 were approved by voice vote. [514, 533, 621, 566]
notice-paragraph: • Crawford County Resolution No. 20-2025 – Urging Legislative Action to Address County Funding Challenges Under Wisconsin's Tax Levy Freeze (To be placed on file) [282, 698, 389, 732]
notice-title: STATE OF WISCONSIN [300, 1289, 366, 1296]
notice-paragraph: - Vendors/Coordinator will be managing the live music, the drone zone, and the logistical details of the event. [160, 726, 266, 746]
notice-subtitle: Case Number: 2025CV000949 [472, 1265, 550, 1272]
notice-paragraph: PUB: March 18, 2026 COL-WI-1101097 WNAXLP [514, 1001, 621, 1015]
notice-paragraph: Supervisor Holt offered a motion, second by Supervisor Laufenberg, to Release the Administrative Hold designation on $50,000 of the 250th USA Anniversary Celebration Appropriation and authorize staff to execute expenditures when in excess of $100 upon recommendation of the America's 250th USA Anniversary Celebrations Committee. Motion was approved by voice vote. [282, 151, 505, 1015]
notice-paragraph: Defendants. [401, 1304, 432, 1311]
notice-paragraph: Cascade Funding Mortgage Trust AB1 [638, 1040, 733, 1047]
notice-paragraph: Cotter pointed out the two issues to be determined: first, the need to distinguish Gaffey's role as a committee member from that of an event coordinator. Second, pursuing a master plan is also being considered. [160, 331, 266, 370]
notice-title: (Informal Administration) [297, 1282, 369, 1289]
notice-paragraph: All lands zoned P-2 on Tax Parcel # K LF1900001B to be rezoned to R-1. [638, 832, 740, 846]
notice-paragraph: Submitted By: Susi Pike, County Clerk [160, 1016, 256, 1023]
notice-paragraph: There were none. [282, 388, 326, 395]
notice-heading: Special Order of Business [514, 638, 584, 645]
notice-paragraph [161, 799, 267, 937]
notice-title: Pub Summons [667, 1014, 710, 1020]
notice-paragraph: (Appointments effective upon Committee Chair Pruessing's written notification to the County Clerk's Office per Resolution No. 61-12/23) [282, 435, 389, 461]
notice-heading: Comment Period by Members of the Public Concerning Items on the Agenda [45, 377, 151, 397]
